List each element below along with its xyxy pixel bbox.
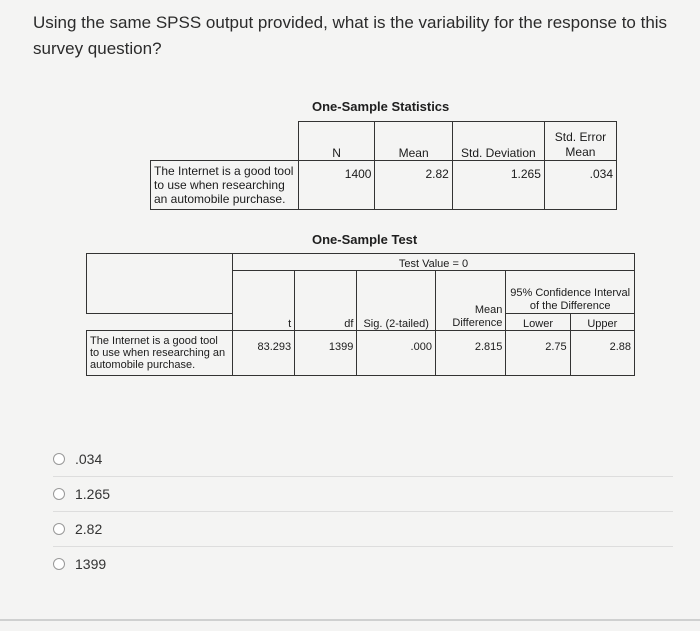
table2-value-mean-difference: 2.815 [435, 331, 505, 376]
table2-value-t: 83.293 [232, 331, 294, 376]
table1-header-std-error-mean: Std. Error Mean [544, 122, 616, 161]
option-1[interactable] [53, 442, 673, 476]
radio-button[interactable] [53, 453, 65, 465]
table2-header-blank [87, 314, 233, 331]
table2-header-t: t [232, 271, 294, 331]
table2-value-df: 1399 [295, 331, 357, 376]
table2-value-sig: .000 [357, 331, 436, 376]
table2-value-upper: 2.88 [570, 331, 634, 376]
table1-value-n: 1400 [298, 161, 375, 210]
table1-row-label: The Internet is a good tool to use when researching an automobile purchase. [151, 161, 299, 210]
table1-value-std-error-mean: .034 [544, 161, 616, 210]
option-4[interactable] [53, 546, 673, 581]
table2-test-value: Test Value = 0 [232, 254, 634, 271]
table2-header-lower: Lower [506, 314, 570, 331]
table1-title: One-Sample Statistics [312, 99, 450, 114]
option-3-label: 2.82 [75, 521, 103, 537]
table2-header-df: df [295, 271, 357, 331]
option-3[interactable] [53, 511, 673, 546]
table1-value-std-deviation: 1.265 [452, 161, 544, 210]
option-1-label: .034 [75, 451, 103, 467]
table1-value-mean: 2.82 [375, 161, 452, 210]
table2-header-mean-difference: Mean Difference [435, 271, 505, 331]
table1-header-std-deviation: Std. Deviation [452, 122, 544, 161]
radio-button[interactable] [53, 558, 65, 570]
table2-title: One-Sample Test [312, 232, 418, 247]
one-sample-statistics-table [150, 121, 617, 210]
divider [0, 619, 700, 621]
table2-corner [87, 254, 233, 314]
option-2[interactable] [53, 476, 673, 511]
table2-header-sig: Sig. (2-tailed) [357, 271, 436, 331]
table1-corner [151, 122, 299, 161]
radio-button[interactable] [53, 523, 65, 535]
table1-header-n: N [298, 122, 375, 161]
option-2-label: 1.265 [75, 486, 111, 502]
table2-row-label: The Internet is a good tool to use when researching an automobile purchase. [87, 331, 233, 376]
question-text: Using the same SPSS output provided, what is the variability for the response to this survey question? [33, 13, 668, 58]
option-4-label: 1399 [75, 556, 107, 572]
table2-value-lower: 2.75 [506, 331, 570, 376]
table2-header-upper: Upper [570, 314, 634, 331]
table1-header-mean: Mean [375, 122, 452, 161]
radio-button[interactable] [53, 488, 65, 500]
one-sample-test-table [86, 253, 635, 376]
table2-ci-header: 95% Confidence Interval of the Difference [506, 271, 635, 314]
answer-options [53, 442, 673, 581]
